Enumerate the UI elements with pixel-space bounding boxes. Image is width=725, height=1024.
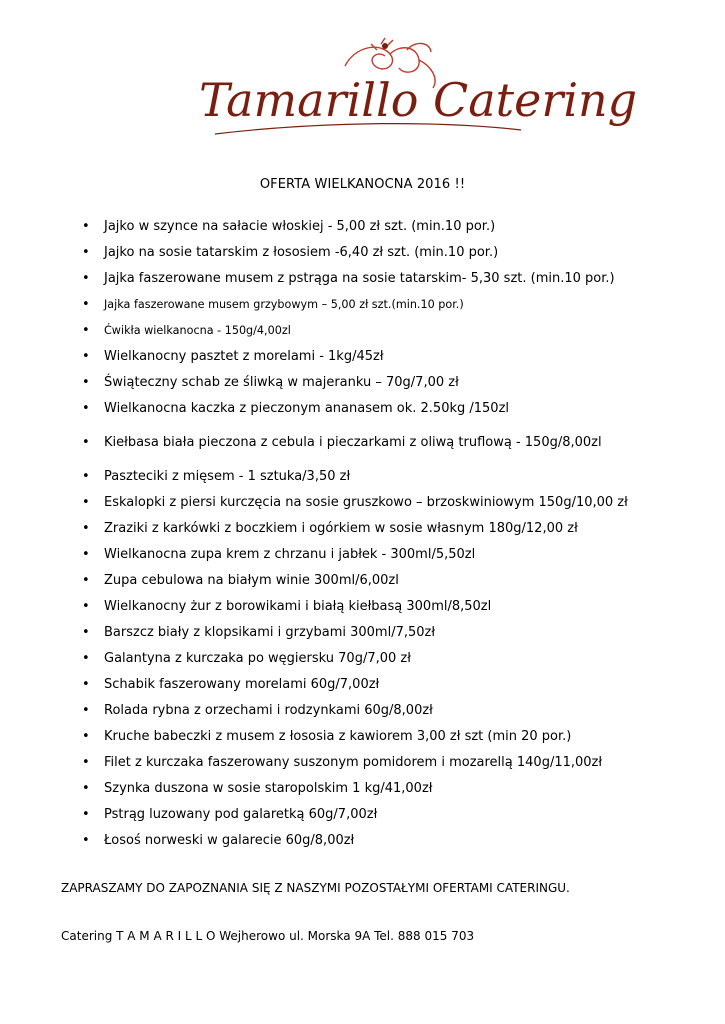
item-text: Kiełbasa biała pieczona z cebula i pieczarkami z oliwą truflową - 150g/8,00zl: [104, 435, 602, 450]
item-text: Zupa cebulowa na białym winie 300ml/6,00zl: [104, 573, 399, 588]
bullet-icon: •: [82, 349, 90, 364]
bullet-icon: •: [82, 469, 90, 484]
bullet-icon: •: [82, 547, 90, 562]
bullet-icon: •: [82, 495, 90, 510]
list-item: [82, 542, 628, 568]
list-item: [82, 516, 628, 542]
item-text: Łosoś norweski w galarecie 60g/8,00zł: [104, 833, 355, 848]
item-text: Wielkanocna kaczka z pieczonym ananasem ok. 2.50kg /150zl: [104, 401, 510, 416]
bullet-icon: •: [82, 729, 90, 744]
bullet-icon: •: [82, 625, 90, 640]
bullet-icon: •: [82, 833, 90, 848]
list-item: [82, 620, 628, 646]
item-text: Jajka faszerowane musem z pstrąga na sosie tatarskim- 5,30 szt. (min.10 por.): [104, 271, 615, 286]
bullet-icon: •: [82, 781, 90, 796]
list-item: [82, 214, 628, 240]
item-text: Wielkanocna zupa krem z chrzanu i jabłek - 300ml/5,50zl: [104, 547, 476, 562]
item-text: Rolada rybna z orzechami i rodzynkami 60g/8,00zł: [104, 703, 433, 718]
list-item: [82, 396, 628, 422]
bullet-icon: •: [82, 651, 90, 666]
list-item: [82, 802, 628, 828]
list-item: [82, 370, 628, 396]
flourish-bud-icon: [382, 43, 388, 49]
item-text: Ćwikła wielkanocna - 150g/4,00zl: [104, 324, 291, 337]
item-text: Jajko na sosie tatarskim z łososiem -6,40 zł szt. (min.10 por.): [104, 245, 499, 260]
item-text: Wielkanocny pasztet z morelami - 1kg/45zł: [104, 349, 384, 364]
item-text: Wielkanocny żur z borowikami i białą kiełbasą 300ml/8,50zl: [104, 599, 492, 614]
item-text: Eskalopki z piersi kurczęcia na sosie gruszkowo – brzoskwiniowym 150g/10,00 zł: [104, 495, 628, 510]
list-item: [82, 344, 628, 370]
bullet-icon: •: [82, 703, 90, 718]
menu-list: [82, 214, 628, 854]
bullet-icon: •: [82, 435, 90, 450]
bullet-icon: •: [82, 271, 90, 286]
list-item: [82, 828, 628, 854]
item-text: Jajko w szynce na sałacie włoskiej - 5,00 zł szt. (min.10 por.): [104, 219, 496, 234]
list-item: [82, 646, 628, 672]
item-text: Schabik faszerowany morelami 60g/7,00zł: [104, 677, 380, 692]
list-item: [82, 750, 628, 776]
tamarillo-catering-logo: [195, 36, 638, 146]
list-item: [82, 318, 628, 344]
list-item: [82, 594, 628, 620]
invitation-note: ZAPRASZAMY DO ZAPOZNANIA SIĘ Z NASZYMI POZOSTAŁYMI OFERTAMI CATERINGU.: [61, 881, 570, 895]
list-item: [82, 672, 628, 698]
item-text: Świąteczny schab ze śliwką w majeranku – 70g/7,00 zł: [104, 375, 459, 390]
item-text: Pstrąg luzowany pod galaretką 60g/7,00zł: [104, 807, 378, 822]
list-item: [82, 568, 628, 594]
page-title: OFERTA WIELKANOCNA 2016 !!: [259, 177, 466, 192]
bullet-icon: •: [82, 375, 90, 390]
list-item: [82, 698, 628, 724]
item-text: Galantyna z kurczaka po węgiersku 70g/7,00 zł: [104, 651, 411, 666]
bullet-icon: •: [82, 521, 90, 536]
list-item: [82, 240, 628, 266]
bullet-icon: •: [82, 219, 90, 234]
contact-line: Catering T A M A R I L L O Wejherowo ul. Morska 9A Tel. 888 015 703: [61, 929, 475, 943]
list-item: [82, 724, 628, 750]
item-text: Barszcz biały z klopsikami i grzybami 300ml/7,50zł: [104, 625, 436, 640]
bullet-icon: •: [82, 677, 90, 692]
bullet-icon: •: [82, 807, 90, 822]
bullet-icon: •: [82, 401, 90, 416]
bullet-icon: •: [82, 297, 90, 312]
logo-graphic: [195, 36, 638, 146]
item-text: Zraziki z karkówki z boczkiem i ogórkiem w sosie własnym 180g/12,00 zł: [104, 521, 578, 536]
bullet-icon: •: [82, 599, 90, 614]
bullet-icon: •: [82, 573, 90, 588]
list-item: [82, 464, 628, 490]
item-text: Paszteciki z mięsem - 1 sztuka/3,50 zł: [104, 469, 351, 484]
bullet-icon: •: [82, 755, 90, 770]
item-text: Filet z kurczaka faszerowany suszonym pomidorem i mozarellą 140g/11,00zł: [104, 755, 603, 770]
item-text: Kruche babeczki z musem z łososia z kawiorem 3,00 zł szt (min 20 por.): [104, 729, 572, 744]
item-text: Jajka faszerowane musem grzybowym – 5,00 zł szt.(min.10 por.): [104, 298, 464, 311]
bullet-icon: •: [82, 245, 90, 260]
list-item: [82, 776, 628, 802]
logo-text: Tamarillo Catering: [199, 73, 638, 127]
list-item: [82, 490, 628, 516]
list-item: [82, 292, 628, 318]
item-text: Szynka duszona w sosie staropolskim 1 kg/41,00zł: [104, 781, 433, 796]
list-item: [82, 266, 628, 292]
bullet-icon: •: [82, 323, 90, 338]
list-item: [82, 430, 628, 456]
